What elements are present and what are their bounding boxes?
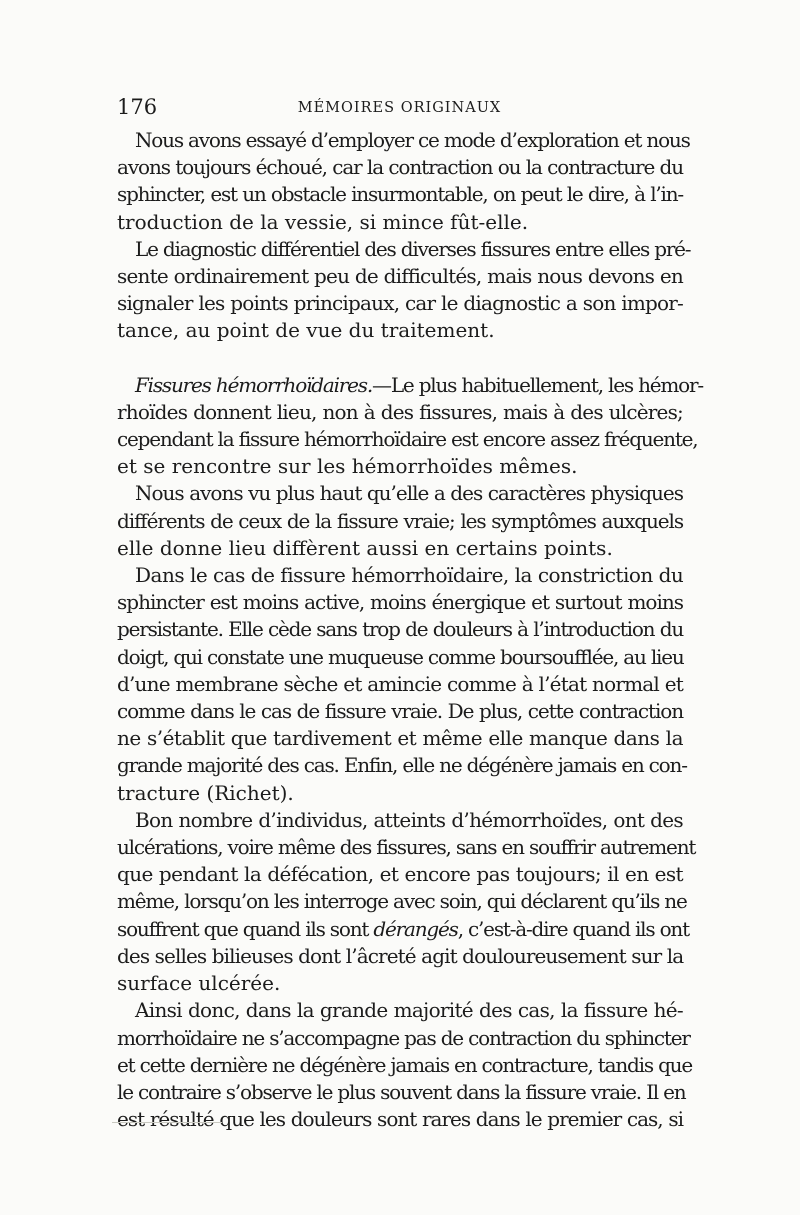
page-header — [117, 95, 682, 125]
text-line: Nous avons vu plus haut qu’elle a des caractères physiques — [135, 481, 683, 506]
paragraph-7 — [117, 997, 692, 1133]
body-text — [117, 127, 703, 1133]
paragraph-4 — [117, 480, 683, 562]
text-line: ulcérations, voire même des fissures, sans en souffrir autrement — [117, 835, 696, 860]
text-line: persistante. Elle cède sans trop de douleurs à l’introduction du — [117, 617, 683, 642]
running-title: MÉMOIRES ORIGINAUX — [297, 100, 502, 116]
text-line: Nous avons essayé d’employer ce mode d’exploration et nous — [135, 128, 690, 152]
text-line: est résulté que les douleurs sont rares dans le premier cas, si — [117, 1107, 683, 1132]
section-spacer — [117, 345, 683, 372]
line-end: , c’est-à-dire quand ils ont — [457, 916, 689, 941]
text-line: troduction de la vessie, si mince fût-elle. — [117, 209, 529, 234]
text-line: cependant la fissure hémorrhoïdaire est encore assez fréquente, — [117, 427, 698, 452]
page-number: 176 — [117, 95, 158, 119]
text-line: et cette dernière ne dégénère jamais en contracture, tandis que — [117, 1052, 692, 1077]
text-line: d’une membrane sèche et amincie comme à l’état normal et — [117, 671, 683, 696]
text-line: des selles bilieuses dont l’âcreté agit douloureusement sur la — [117, 943, 684, 968]
paragraph-2 — [117, 236, 691, 345]
heading-continuation: —Le plus habituellement, les hémor- — [372, 372, 703, 397]
text-line: que pendant la défécation, et encore pas toujours; il en est — [117, 862, 683, 887]
text-line: Ainsi donc, dans la grande majorité des cas, la fissure hé- — [135, 998, 683, 1023]
text-line: Bon nombre d’individus, atteints d’hémorrhoïdes, ont des — [135, 807, 683, 832]
text-line: elle donne lieu diffèrent aussi en certains points. — [117, 535, 613, 560]
section-heading: Fissures hémorrhoïdaires. — [135, 372, 373, 397]
paragraph-5 — [117, 562, 687, 807]
bottom-rule — [112, 1122, 222, 1123]
text-line — [117, 372, 703, 399]
text-line: sphincter, est un obstacle insurmontable, on peut le dire, à l’in- — [117, 182, 683, 207]
text-line: le contraire s’observe le plus souvent dans la fissure vraie. Il en — [117, 1079, 686, 1104]
text-line: Dans le cas de fissure hémorrhoïdaire, la constriction du — [135, 563, 684, 588]
text-line: grande majorité des cas. Enfin, elle ne dégénère jamais en con- — [117, 753, 687, 778]
text-line: tracture (Richet). — [117, 780, 294, 805]
paragraph-3 — [117, 372, 703, 481]
text-line: comme dans le cas de fissure vraie. De plus, cette contraction — [117, 699, 683, 724]
text-line: Le diagnostic différentiel des diverses fissures entre elles pré- — [135, 236, 691, 261]
text-line: avons toujours échoué, car la contraction ou la contracture du — [117, 155, 683, 180]
paragraph-1 — [117, 127, 690, 236]
text-line: sphincter est moins active, moins énergique et surtout moins — [117, 590, 683, 615]
text-line: signaler les points principaux, car le diagnostic a son impor- — [117, 291, 683, 316]
text-line: morrhoïdaire ne s’accompagne pas de contraction du sphincter — [117, 1025, 690, 1050]
text-line: tance, au point de vue du traitement. — [117, 318, 495, 343]
italic-word: dérangés — [373, 916, 458, 941]
text-line: sente ordinairement peu de difficultés, mais nous devons en — [117, 264, 683, 289]
text-line — [117, 916, 689, 943]
text-line: et se rencontre sur les hémorrhoïdes mêmes. — [117, 454, 578, 479]
paragraph-6 — [117, 807, 696, 997]
line-start: souffrent que quand ils sont — [117, 916, 374, 941]
text-line: rhoïdes donnent lieu, non à des fissures, mais à des ulcères; — [117, 399, 683, 424]
text-line: ne s’établit que tardivement et même elle manque dans la — [117, 726, 683, 751]
text-line: même, lorsqu’on les interroge avec soin, qui déclarent qu’ils ne — [117, 889, 687, 914]
text-line: doigt, qui constate une muqueuse comme boursoufflée, au lieu — [117, 644, 684, 669]
text-line: différents de ceux de la fissure vraie; les symptômes auxquels — [117, 508, 683, 533]
text-line: surface ulcérée. — [117, 971, 281, 996]
